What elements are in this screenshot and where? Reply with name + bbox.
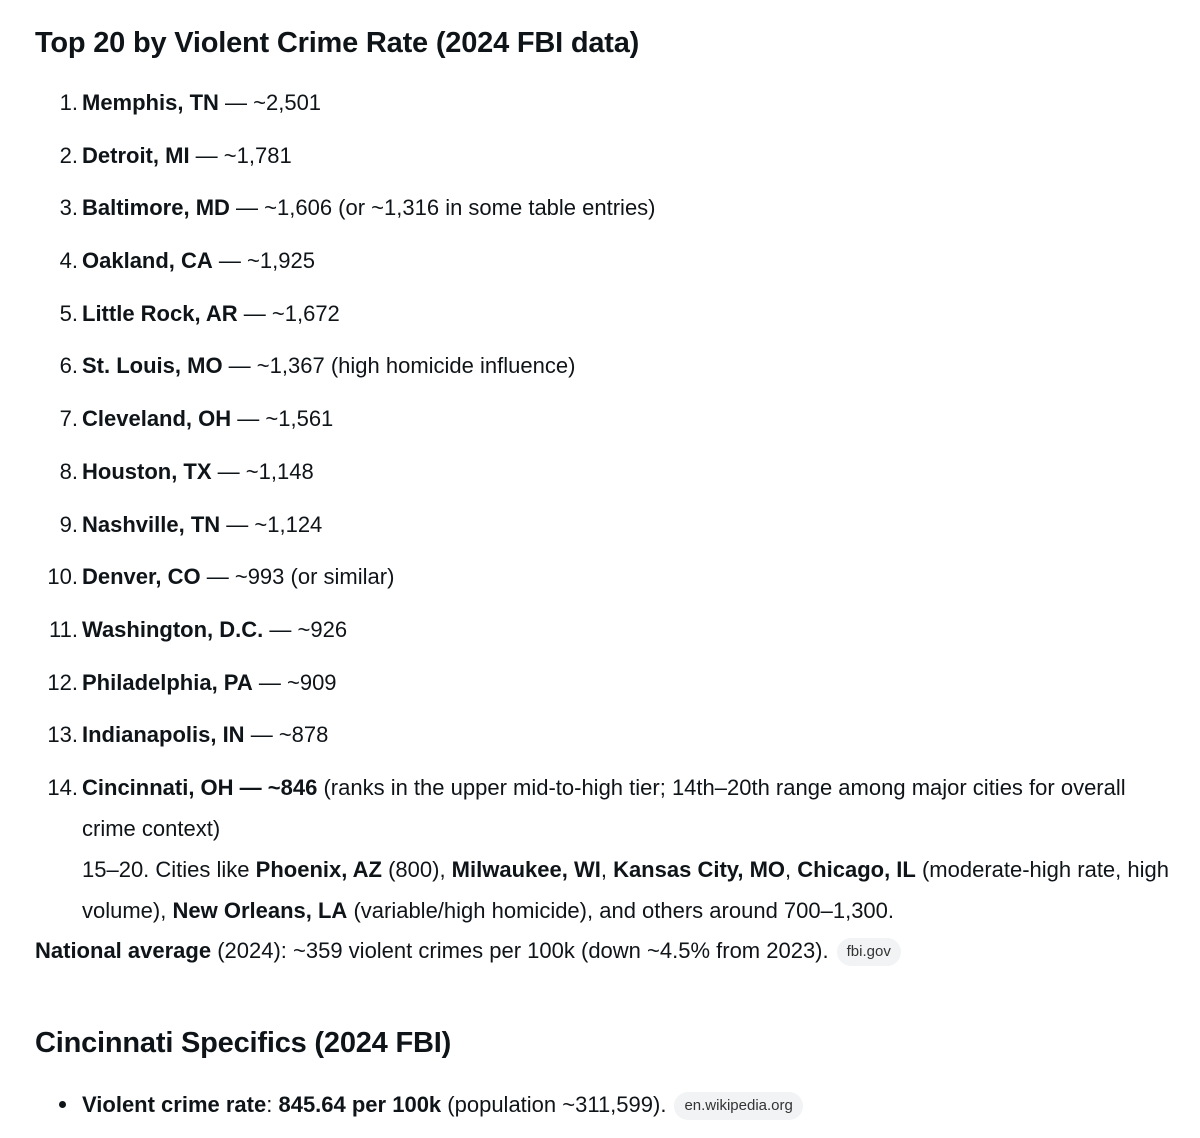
separator: — (212, 248, 248, 274)
separator: — (237, 300, 272, 326)
city-name: Philadelphia, PA (82, 669, 253, 695)
continuation-text-2: , (600, 856, 614, 882)
list-item-cincinnati (35, 767, 1175, 931)
list-number: 6. (59, 353, 78, 379)
item-note: (ranks in the upper mid-to-high tier; 14th–20th range among major cities for overall crime context) (82, 774, 1132, 841)
list-number: 1. (59, 90, 78, 115)
city-name: Cleveland, OH (82, 406, 232, 432)
crime-rate-value: ~909 (286, 669, 337, 695)
city-name: Washington, D.C. (82, 616, 264, 642)
item-note: (high homicide influence) (324, 353, 576, 379)
city-name: Oakland, CA (82, 248, 213, 274)
continuation-text-3: , (785, 856, 798, 882)
separator: — (229, 195, 265, 221)
list-number: 9. (59, 511, 78, 537)
list-number: 12. (47, 669, 78, 695)
list-item (35, 714, 1175, 767)
separator: — (244, 722, 279, 748)
specifics-item (35, 1084, 1175, 1125)
list-number: 10. (47, 564, 78, 590)
list-number: 2. (59, 142, 78, 168)
continuation-text-4: (moderate-high rate, high volume), (82, 856, 1176, 923)
continuation-prefix: 15–20. Cities like (82, 856, 256, 882)
separator: — (189, 142, 224, 168)
specifics-label: Violent crime rate (82, 1092, 267, 1117)
separator: — (222, 353, 257, 379)
source-chip-wikipedia[interactable]: en.wikipedia.org (674, 1092, 802, 1120)
crime-rate-value: ~1,606 (264, 195, 333, 221)
list-item (35, 662, 1175, 715)
cincinnati-specifics-list (35, 1084, 1175, 1125)
crime-rate-value: ~993 (234, 564, 285, 590)
list-number: 13. (47, 722, 78, 748)
city-name-value: Cincinnati, OH — ~846 (82, 774, 318, 800)
specifics-value: 845.64 per 100k (278, 1092, 442, 1117)
section-title-cincinnati: Cincinnati Specifics (2024 FBI) (35, 1027, 452, 1059)
national-average-text: (2024): ~359 violent crimes per 100k (down ~4.5% from 2023). (211, 938, 829, 963)
list-number: 4. (59, 248, 78, 274)
list-item (35, 293, 1175, 346)
item-note: (or similar) (284, 564, 395, 590)
continuation-text-1: (800), (381, 856, 452, 882)
list-number: 11. (49, 616, 78, 642)
city-name: Memphis, TN (82, 90, 219, 115)
separator: — (231, 406, 266, 432)
city-kansas-city: Kansas City, MO (613, 856, 786, 882)
item-note: (or ~1,316 in some table entries) (332, 195, 656, 221)
city-phoenix: Phoenix, AZ (255, 856, 382, 882)
crime-rate-value: ~1,672 (271, 300, 340, 326)
crime-rate-value: ~1,925 (247, 248, 315, 274)
city-name: Little Rock, AR (82, 300, 238, 326)
city-new-orleans: New Orleans, LA (172, 897, 348, 923)
list-item (35, 451, 1175, 504)
city-name: Denver, CO (82, 564, 201, 590)
list-number: 7. (59, 406, 78, 432)
list-item (35, 82, 1175, 135)
specifics-colon: : (266, 1092, 279, 1117)
list-item (35, 504, 1175, 557)
section-title-top20: Top 20 by Violent Crime Rate (2024 FBI data) (35, 27, 640, 59)
city-name: Detroit, MI (82, 142, 190, 168)
ranked-city-list (35, 82, 1175, 931)
city-chicago: Chicago, IL (797, 856, 916, 882)
national-average-line (35, 930, 901, 971)
list-item (35, 187, 1175, 240)
list-number: 5. (59, 300, 78, 326)
list-item (35, 609, 1175, 662)
continuation-paragraph (82, 849, 1175, 931)
list-number: 8. (59, 458, 78, 484)
separator: — (220, 511, 255, 537)
crime-rate-value: ~1,148 (245, 458, 314, 484)
city-name: St. Louis, MO (82, 353, 223, 379)
city-name: Houston, TX (82, 458, 212, 484)
city-name: Nashville, TN (82, 511, 221, 537)
crime-rate-value: ~1,367 (256, 353, 325, 379)
list-item (35, 135, 1175, 188)
city-name: Indianapolis, IN (82, 722, 245, 748)
crime-rate-value: ~926 (297, 616, 348, 642)
city-name: Baltimore, MD (82, 195, 230, 221)
specifics-text: (population ~311,599). (441, 1092, 667, 1117)
crime-rate-value: ~1,781 (223, 142, 292, 168)
list-item (35, 240, 1175, 293)
separator: — (211, 458, 246, 484)
separator: — (252, 669, 287, 695)
source-chip-fbi[interactable]: fbi.gov (837, 938, 901, 966)
continuation-text-5: (variable/high homicide), and others around 700–1,300. (347, 897, 895, 923)
crime-rate-value: ~878 (278, 722, 329, 748)
list-item (35, 398, 1175, 451)
separator: — (200, 564, 235, 590)
crime-rate-value: ~2,501 (253, 90, 322, 115)
crime-rate-value: ~1,561 (265, 406, 334, 432)
separator: — (218, 90, 254, 115)
national-average-label: National average (35, 938, 212, 963)
list-item (35, 345, 1175, 398)
separator: — (263, 616, 298, 642)
list-number: 3. (59, 195, 78, 221)
city-milwaukee: Milwaukee, WI (451, 856, 601, 882)
list-item (35, 556, 1175, 609)
bullet-icon (59, 1101, 66, 1108)
crime-rate-value: ~1,124 (254, 511, 323, 537)
list-number: 14. (47, 774, 78, 800)
